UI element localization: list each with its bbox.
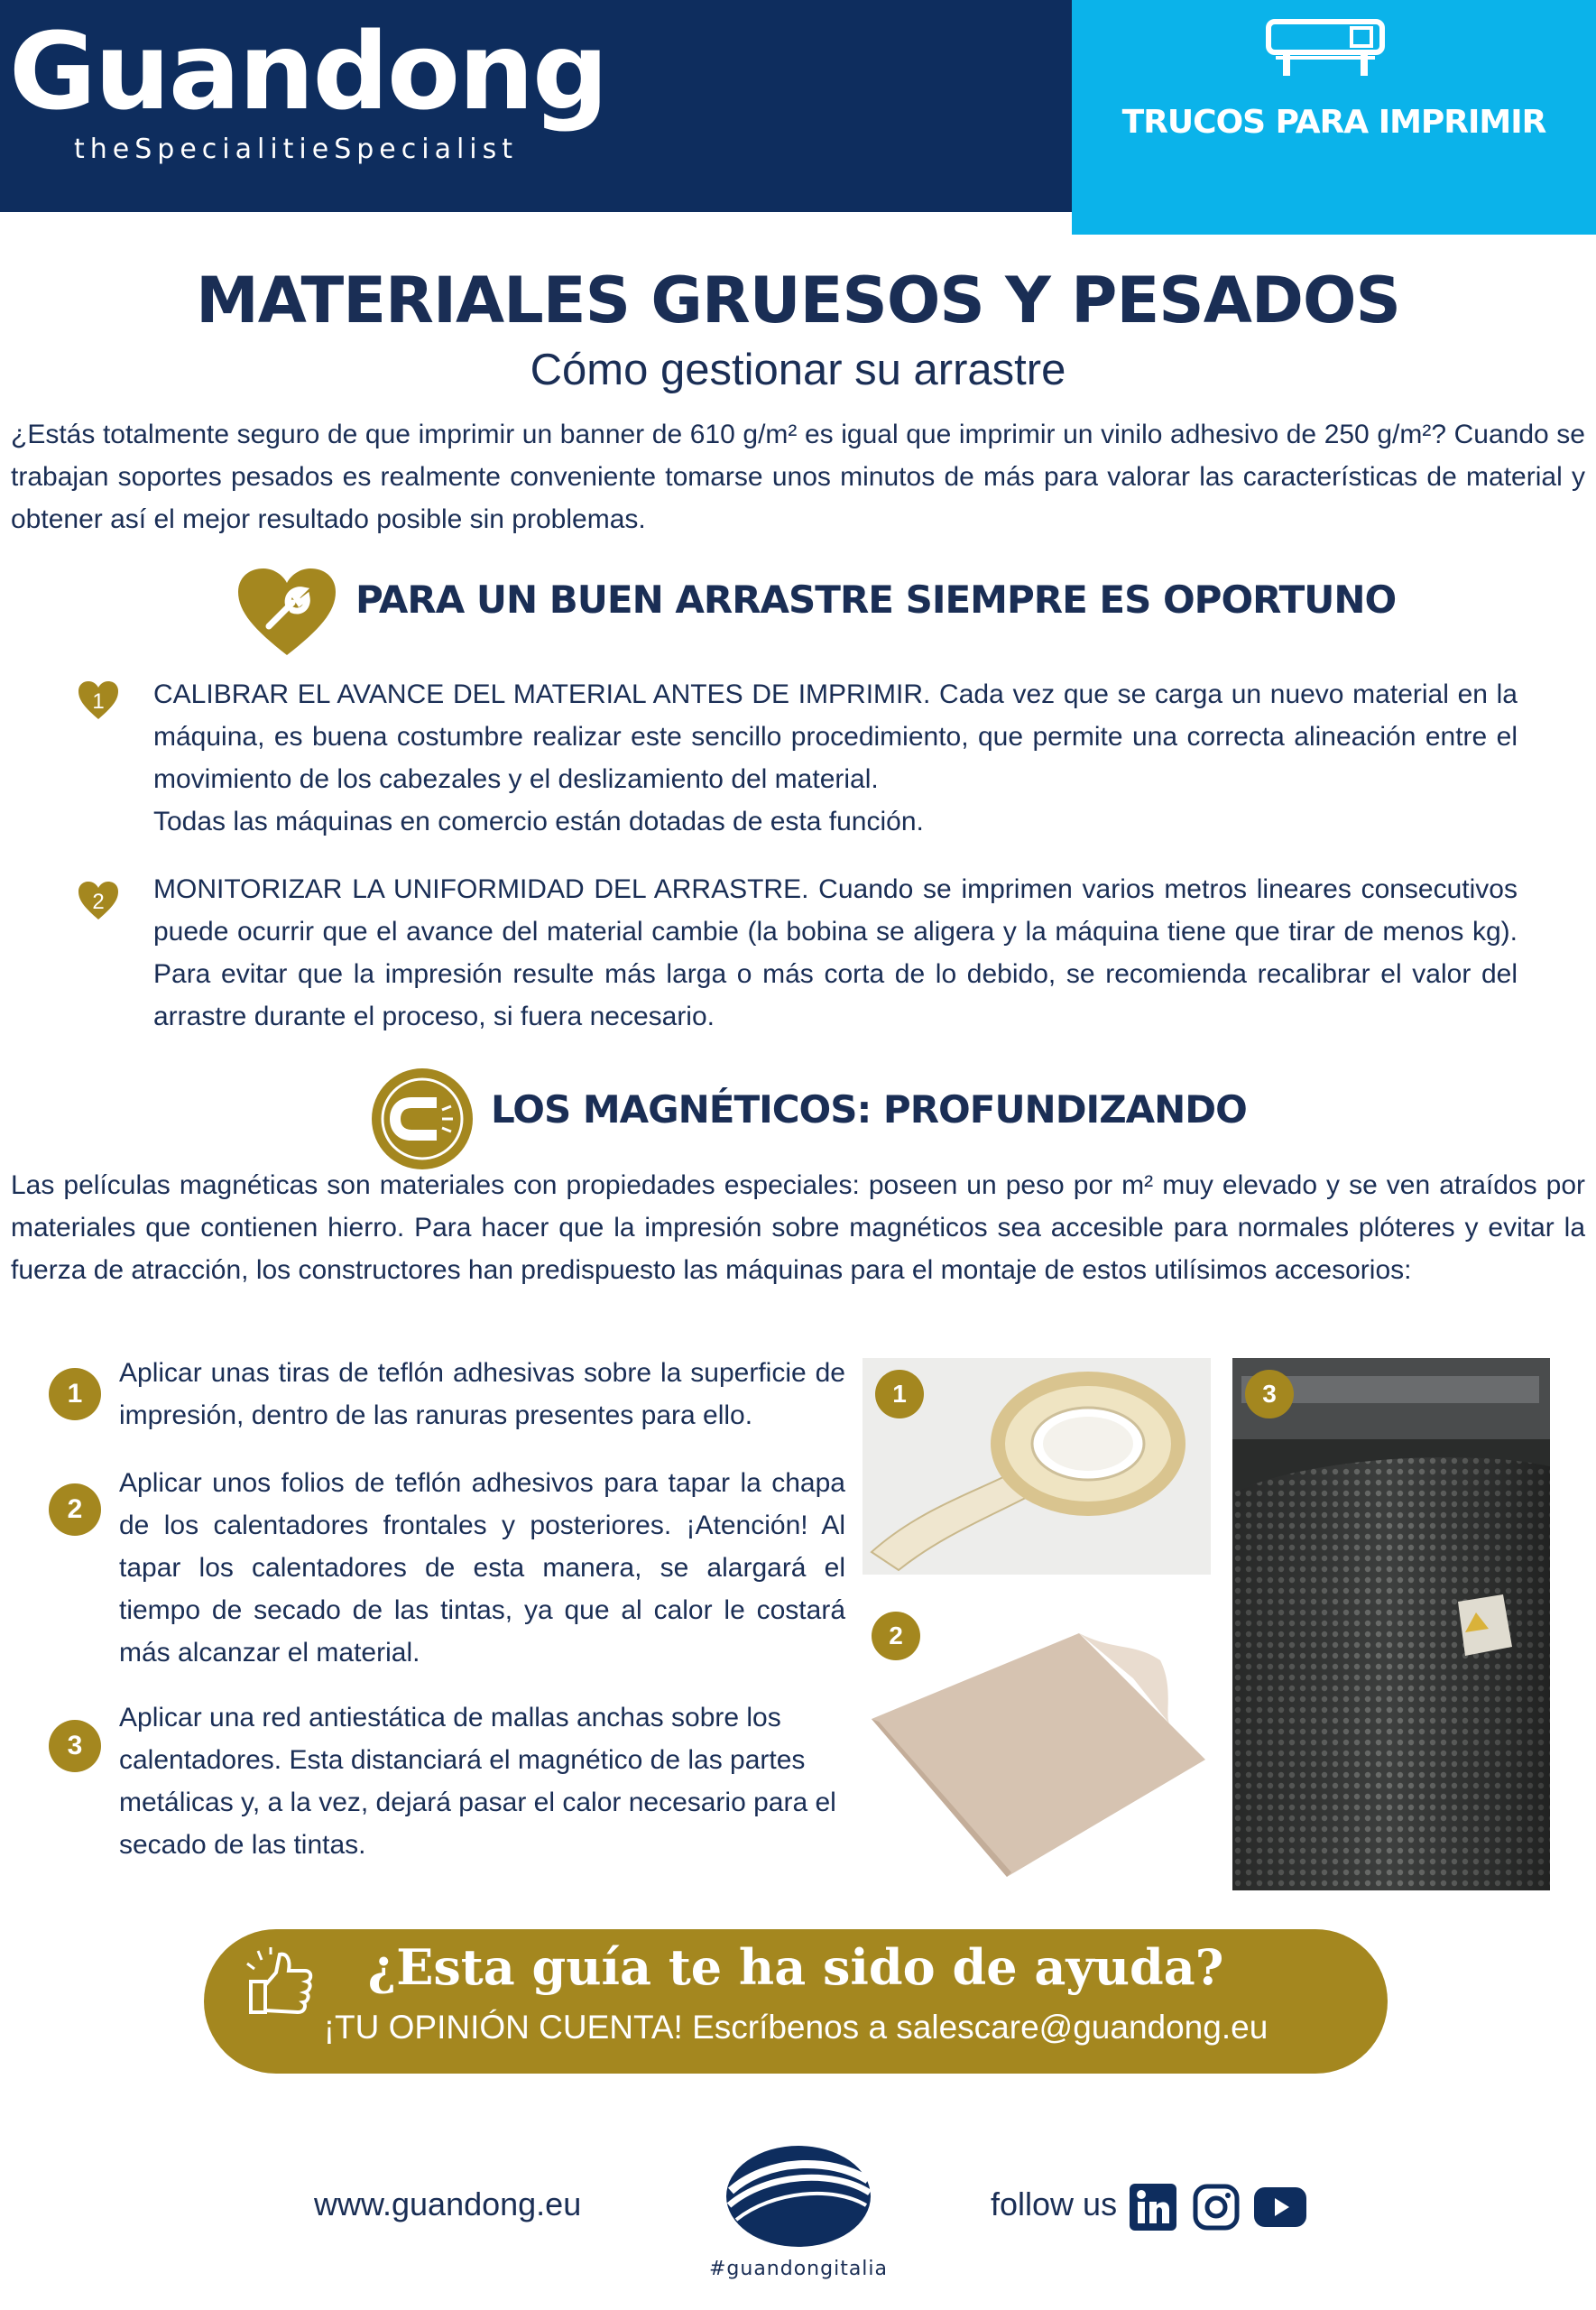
intro-paragraph: ¿Estás totalmente seguro de que imprimir un banner de 610 g/m² es igual que imprimir un vinilo adhesivo de 250 g/m²? Cuando se trabajan soportes pesados es realmente conveniente tomarse unos minutos de más para valorar las características de material y obtener así el mejor resultado posible sin problemas. [11,420,1585,534]
section2-intro: Las películas magnéticas son materiales con propiedades especiales: poseen un peso por m² muy elevado y se ven atraídos por materiales que contienen hierro. Para hacer que la impresión sobre magnéticos sea accesible para normales plóteres y evitar la fuerza de atracción, los constructores han predispuesto las máquinas para el montaje de estos utilísimos accesorios: [11,1170,1585,1285]
step-number-badge [78,680,119,720]
tips-badge-label: TRUCOS PARA IMPRIMIR [1121,104,1546,141]
website-link[interactable]: www.guandong.eu [314,2185,582,2222]
feedback-banner-subtitle: ¡TU OPINIÓN CUENTA! Escríbenos a salescare@guandong.eu [323,2009,1268,2046]
youtube-icon[interactable] [1254,2187,1306,2227]
follow-us-label: follow us [991,2185,1118,2222]
guandong-emblem-icon [722,2140,875,2249]
step-number-badge: 3 [49,1720,101,1772]
magnet-icon [370,1067,475,1171]
section1-item2-text: MONITORIZAR LA UNIFORMIDAD DEL ARRASTRE. Cuando se imprimen varios metros lineares consecutivos puede ocurrir que el avance del material cambie (la bobina se aligera y la máquina tiene que tirar de menos kg). Para evitar que la impresión resulte más larga o más corta de lo debido, se recomienda recalibrar el valor del arrastre durante el proceso, si fuera necesario. [153,874,1518,1031]
section2-item3-text: Aplicar una red antiestática de mallas anchas sobre los calentadores. Esta distanciará el magnético de las partes metálicas y, a la vez, dejará pasar el calor necesario para el secado de las tintas. [119,1703,836,1860]
antistatic-mesh-image [1232,1358,1550,1890]
image-number-badge: 3 [1245,1370,1294,1418]
svg-text:1: 1 [92,689,105,714]
linkedin-icon[interactable] [1130,2184,1176,2231]
page-title: MATERIALES GRUESOS Y PESADOS [196,263,1400,337]
page-subtitle: Cómo gestionar su arrastre [530,346,1066,394]
section2-item2-text: Aplicar unos folios de teflón adhesivos para tapar la chapa de los calentadores frontales y posteriores. ¡Atención! Al tapar los calentadores de esta manera, se alargará el tiempo de secado de las tintas, ya que al calor le costará más alcanzar el material. [119,1468,845,1668]
step-number-badge: 1 [49,1368,101,1420]
image-number-badge: 1 [875,1370,924,1418]
guandong-logo: Guandong [9,9,607,134]
step-number-badge: 2 [49,1483,101,1536]
section2-heading: LOS MAGNÉTICOS: PROFUNDIZANDO [491,1087,1247,1132]
feedback-banner-title: ¿Esta guía te ha sido de ayuda? [367,1938,1224,1996]
printer-icon [1263,16,1388,79]
logo-tagline: theSpecialitieSpecialist [74,134,519,165]
section1-item1-note: Todas las máquinas en comercio están dotadas de esta función. [153,807,924,836]
hashtag: #guandongitalia [708,2258,889,2280]
section1-item1-text: CALIBRAR EL AVANCE DEL MATERIAL ANTES DE IMPRIMIR. Cada vez que se carga un nuevo material en la máquina, es buena costumbre realizar este sencillo procedimiento, que permite una correcta alineación entre el movimiento de los cabezales y el deslizamiento del material. [153,679,1518,794]
image-number-badge: 2 [872,1612,920,1660]
step-number-badge [78,881,119,920]
wrench-heart-icon [236,567,337,657]
svg-text:2: 2 [92,890,105,914]
section2-item1-text: Aplicar unas tiras de teflón adhesivas sobre la superficie de impresión, dentro de las ranuras presentes para ello. [119,1358,845,1430]
section1-heading: PARA UN BUEN ARRASTRE SIEMPRE ES OPORTUNO [355,578,1397,622]
instagram-icon[interactable] [1193,2184,1240,2231]
